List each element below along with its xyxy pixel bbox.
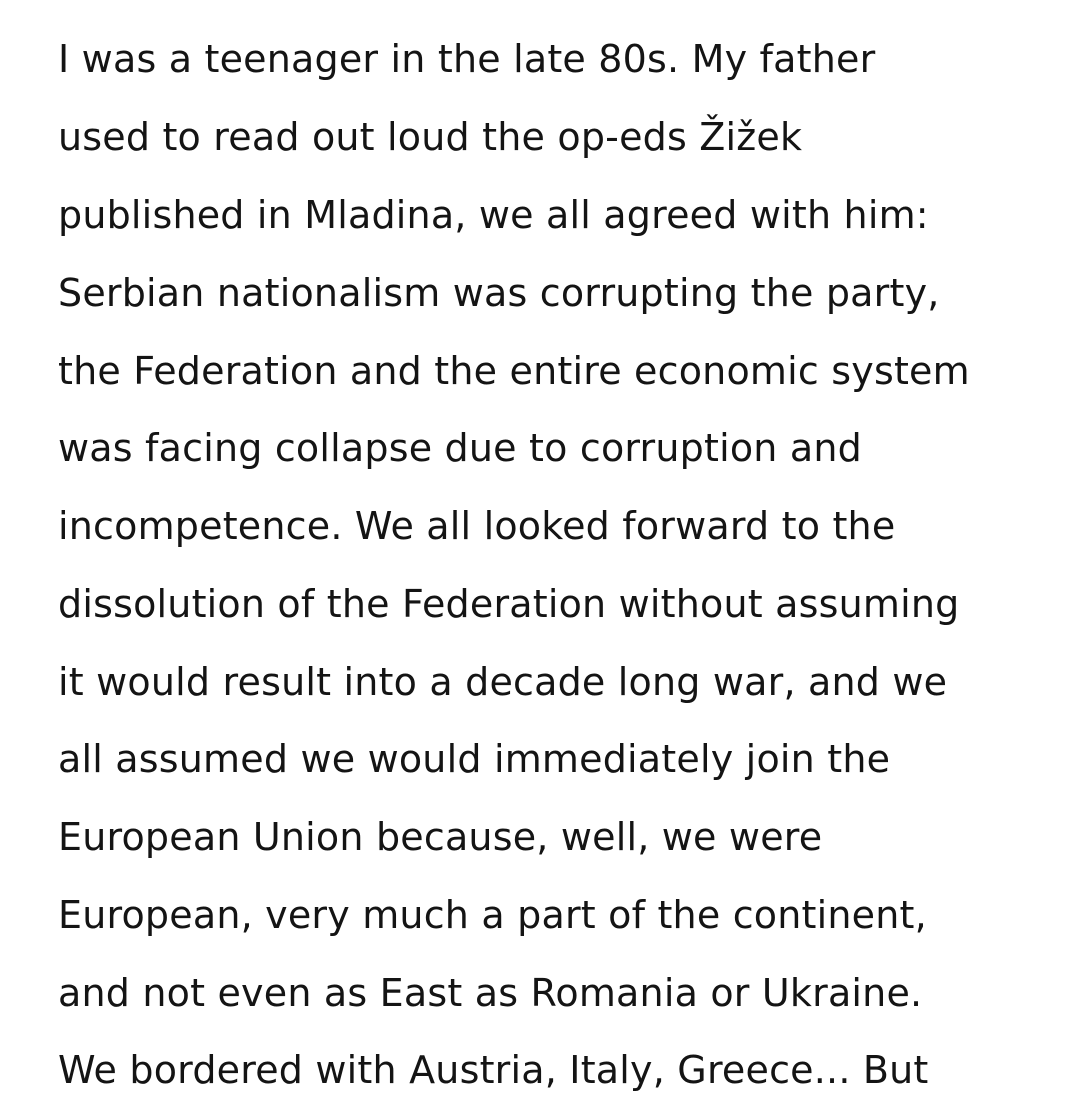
text-line: Serbian nationalism was corrupting the party, bbox=[58, 271, 940, 315]
text-line: European, very much a part of the continent, bbox=[58, 893, 927, 937]
text-line: incompetence. We all looked forward to the bbox=[58, 504, 896, 548]
text-line: European Union because, well, we were bbox=[58, 815, 823, 859]
text-line: it would result into a decade long war, and we bbox=[58, 660, 948, 704]
text-line: was facing collapse due to corruption and bbox=[58, 426, 862, 470]
text-line: used to read out loud the op-eds Žižek bbox=[58, 115, 803, 159]
text-line: and not even as East as Romania or Ukraine. bbox=[58, 971, 923, 1015]
text-line: I was a teenager in the late 80s. My father bbox=[58, 37, 876, 81]
text-line: published in Mladina, we all agreed with him: bbox=[58, 193, 929, 237]
text-line: the Federation and the entire economic system bbox=[58, 349, 970, 393]
text-line: We bordered with Austria, Italy, Greece... But bbox=[58, 1048, 929, 1092]
text-line: all assumed we would immediately join the bbox=[58, 737, 891, 781]
text-line: dissolution of the Federation without assuming bbox=[58, 582, 960, 626]
